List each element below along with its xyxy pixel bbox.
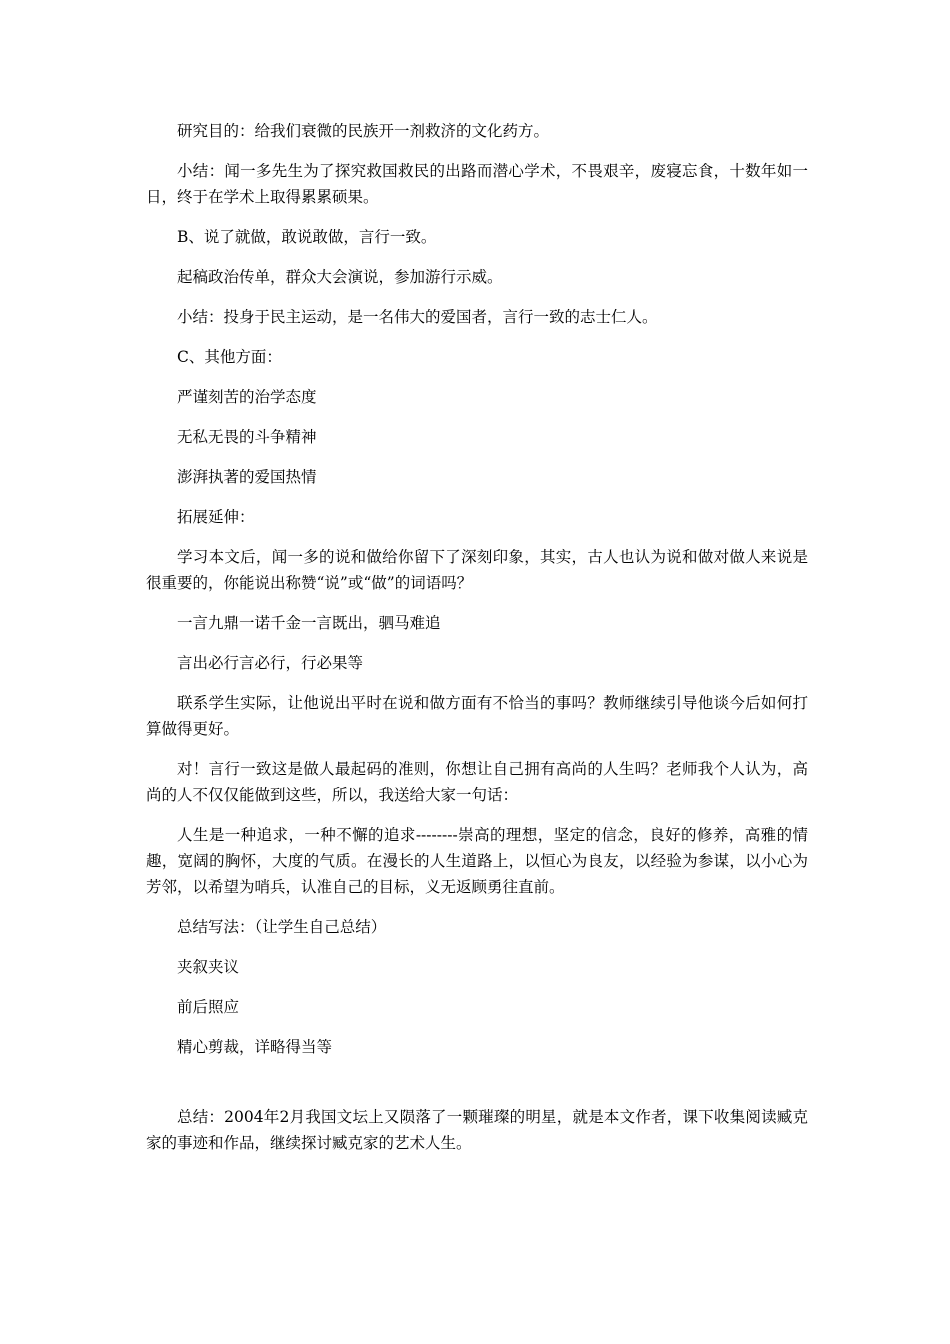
- paragraph-writing-summary: 总结写法：（让学生自己总结）: [177, 918, 387, 936]
- paragraph-final-summary: 总结：2004年2月我国文坛上又陨落了一颗璀璨的明星，就是本文作者，课下收集阅读臧克家的事迹和作品，继续探讨臧克家的艺术人生。: [146, 1108, 808, 1152]
- paragraph-method-3: 精心剪裁，详略得当等: [177, 1038, 333, 1056]
- paragraph-method-1: 夹叙夹议: [177, 958, 240, 976]
- paragraph-idioms-2: 言出必行言必行，行必果等: [177, 654, 364, 672]
- paragraph-research-purpose: 研究目的：给我们衰微的民族开一剂救济的文化药方。: [177, 122, 550, 140]
- paragraph-section-c: C、其他方面：: [177, 348, 282, 366]
- paragraph-teacher-words: 对！言行一致这是做人最起码的准则，你想让自己拥有高尚的人生吗？老师我个人认为，高尚的人不仅仅能做到这些，所以，我送给大家一句话：: [146, 760, 808, 804]
- paragraph-trait-1: 严谨刻苦的治学态度: [177, 388, 317, 406]
- paragraph-actions: 起稿政治传单，群众大会演说，参加游行示威。: [177, 268, 503, 286]
- paragraph-life-quote: 人生是一种追求，一种不懈的追求--------崇高的理想，坚定的信念，良好的修养，高雅的情趣，宽阔的胸怀，大度的气质。在漫长的人生道路上，以恒心为良友，以经验为参谋，以小心为芳邻，以希望为哨兵，认准自己的目标，义无返顾勇往直前。: [146, 826, 808, 896]
- paragraph-section-b: B、说了就做，敢说敢做，言行一致。: [177, 228, 437, 246]
- paragraph-summary-1: 小结：闻一多先生为了探究救国救民的出路而潜心学术，不畏艰辛，废寝忘食，十数年如一日，终于在学术上取得累累硕果。: [146, 162, 808, 206]
- paragraph-trait-2: 无私无畏的斗争精神: [177, 428, 317, 446]
- paragraph-idioms-1: 一言九鼎一诺千金一言既出，驷马难追: [177, 614, 441, 632]
- document-body: [146, 118, 808, 1156]
- paragraph-practice: 联系学生实际，让他说出平时在说和做方面有不恰当的事吗？教师继续引导他谈今后如何打算做得更好。: [146, 694, 808, 738]
- paragraph-trait-3: 澎湃执著的爱国热情: [177, 468, 317, 486]
- paragraph-extension-question: 学习本文后，闻一多的说和做给你留下了深刻印象，其实，古人也认为说和做对做人来说是很重要的，你能说出称赞“说”或“做”的词语吗？: [146, 548, 808, 592]
- paragraph-method-2: 前后照应: [177, 998, 240, 1016]
- paragraph-extension-heading: 拓展延伸：: [177, 508, 255, 526]
- paragraph-summary-2: 小结：投身于民主运动，是一名伟大的爱国者，言行一致的志士仁人。: [177, 308, 658, 326]
